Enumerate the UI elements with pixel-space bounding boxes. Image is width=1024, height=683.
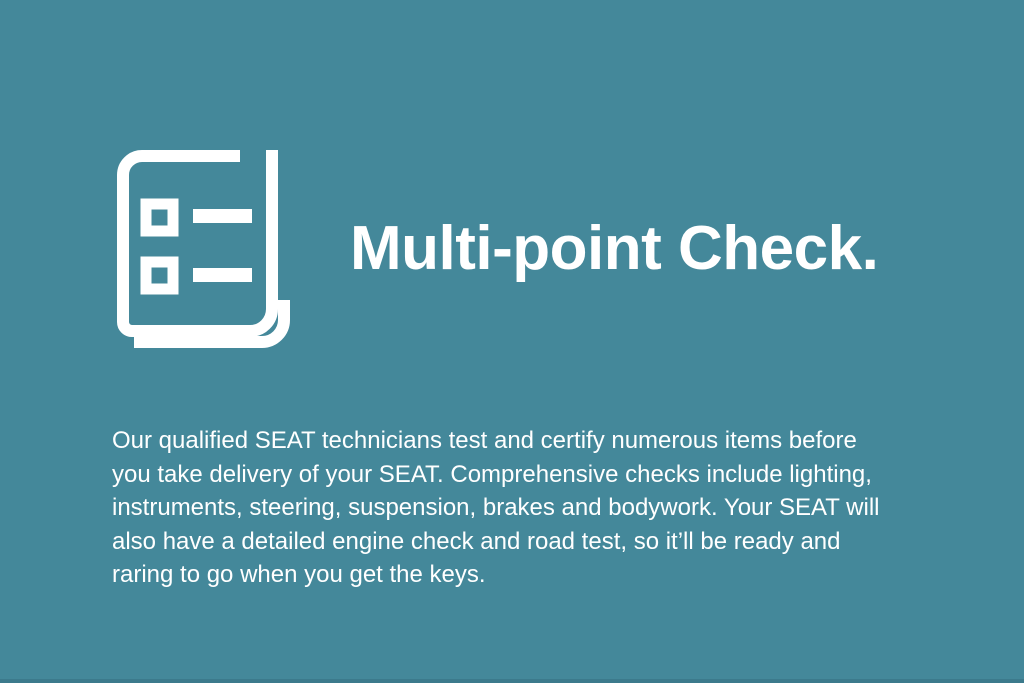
multi-point-checklist-icon <box>112 142 290 350</box>
section-divider <box>0 679 1024 683</box>
section-title: Multi-point Check. <box>350 214 879 283</box>
checklist-document-icon <box>112 142 290 350</box>
checkbox-icon <box>146 262 173 289</box>
description-line: you take delivery of your SEAT. Comprehensive checks include lighting, <box>112 460 872 488</box>
section-description <box>112 424 932 592</box>
checkbox-icon <box>146 204 173 231</box>
description-line: raring to go when you get the keys. <box>112 561 486 588</box>
document-outline <box>123 150 272 331</box>
description-line: Our qualified SEAT technicians test and certify numerous items before <box>112 427 857 454</box>
description-line: also have a detailed engine check and road test, so it’ll be ready and <box>112 527 841 555</box>
description-line: instruments, steering, suspension, brakes and bodywork. Your SEAT will <box>112 494 880 521</box>
